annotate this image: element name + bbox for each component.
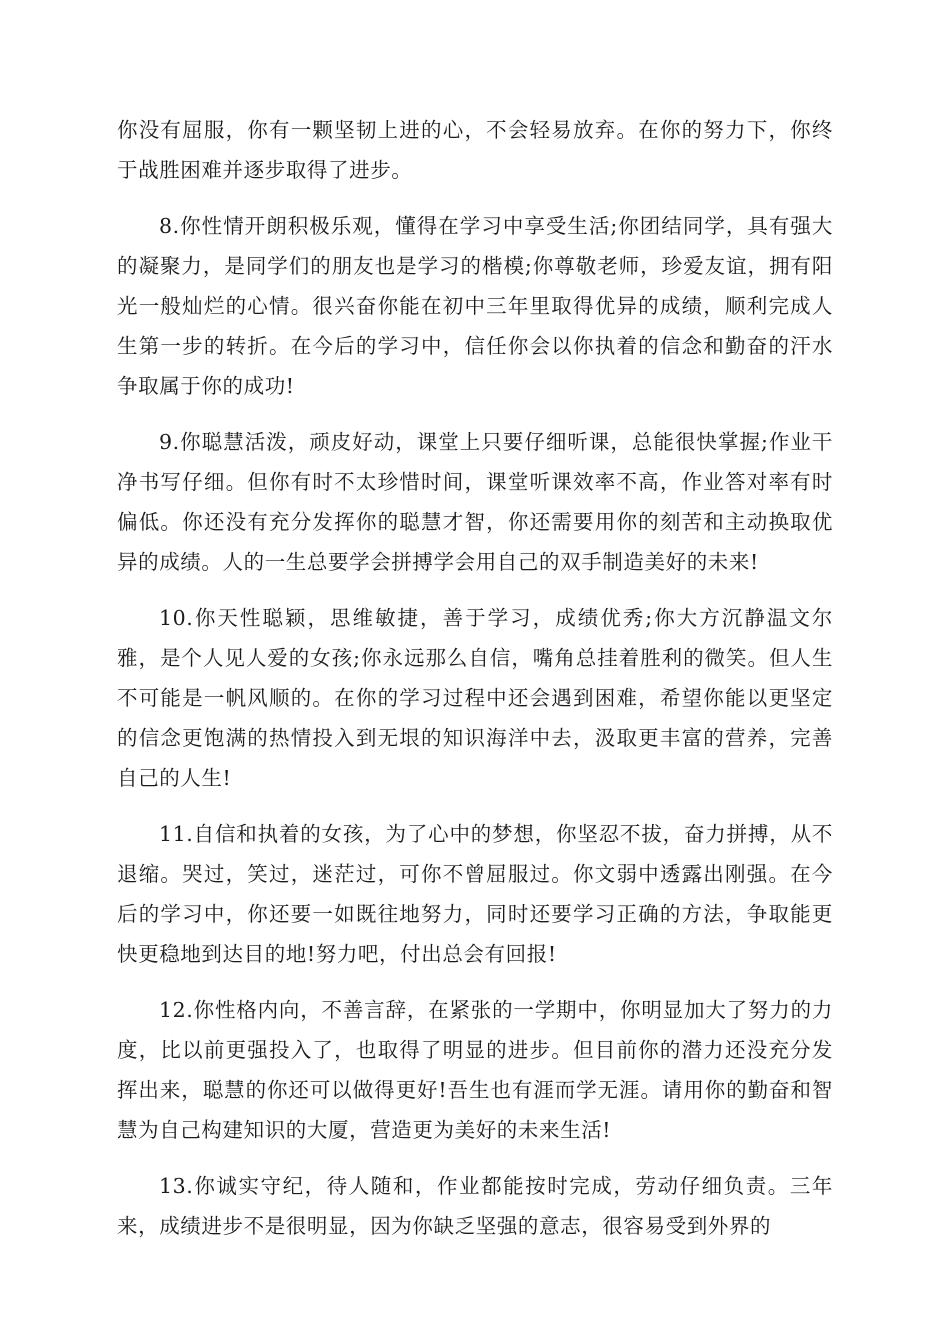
paragraph-comment-12: 12.你性格内向，不善言辞，在紧张的一学期中，你明显加大了努力的力度，比以前更强投入了，也取得了明显的进步。但目前你的潜力还没充分发挥出来，聪慧的你还可以做得更好!吾生也有涯而学无涯。请用你的勤奋和智慧为自己构建知识的大厦，营造更为美好的未来生活! xyxy=(117,998,833,1142)
paragraph-comment-13: 13.你诚实守纪，待人随和，作业都能按时完成，劳动仔细负责。三年来，成绩进步不是很明显，因为你缺乏坚强的意志，很容易受到外界的 xyxy=(117,1174,833,1238)
paragraph-comment-11: 11.自信和执着的女孩，为了心中的梦想，你坚忍不拔，奋力拼搏，从不退缩。哭过，笑过，迷茫过，可你不曾屈服过。你文弱中透露出刚强。在今后的学习中，你还要一如既往地努力，同时还要学习正确的方法，争取能更快更稳地到达目的地!努力吧，付出总会有回报! xyxy=(117,822,833,966)
paragraph-comment-8: 8.你性情开朗积极乐观，懂得在学习中享受生活;你团结同学，具有强大的凝聚力，是同学们的朋友也是学习的楷模;你尊敬老师，珍爱友谊，拥有阳光一般灿烂的心情。很兴奋你能在初中三年里取得优异的成绩，顺利完成人生第一步的转折。在今后的学习中，信任你会以你执着的信念和勤奋的汗水争取属于你的成功! xyxy=(117,214,833,398)
paragraph-comment-10: 10.你天性聪颖，思维敏捷，善于学习，成绩优秀;你大方沉静温文尔雅，是个人见人爱的女孩;你永远那么自信，嘴角总挂着胜利的微笑。但人生不可能是一帆风顺的。在你的学习过程中还会遇到困难，希望你能以更坚定的信念更饱满的热情投入到无垠的知识海洋中去，汲取更丰富的营养，完善自己的人生! xyxy=(117,606,833,790)
paragraph-comment-9: 9.你聪慧活泼，顽皮好动，课堂上只要仔细听课，总能很快掌握;作业干净书写仔细。但你有时不太珍惜时间，课堂听课效率不高，作业答对率有时偏低。你还没有充分发挥你的聪慧才智，你还需要用你的刻苦和主动换取优异的成绩。人的一生总要学会拼搏学会用自己的双手制造美好的未来! xyxy=(117,430,833,574)
document-body xyxy=(117,110,833,1262)
paragraph-continuation: 你没有屈服，你有一颗坚韧上进的心，不会轻易放弃。在你的努力下，你终于战胜困难并逐步取得了进步。 xyxy=(117,118,833,182)
